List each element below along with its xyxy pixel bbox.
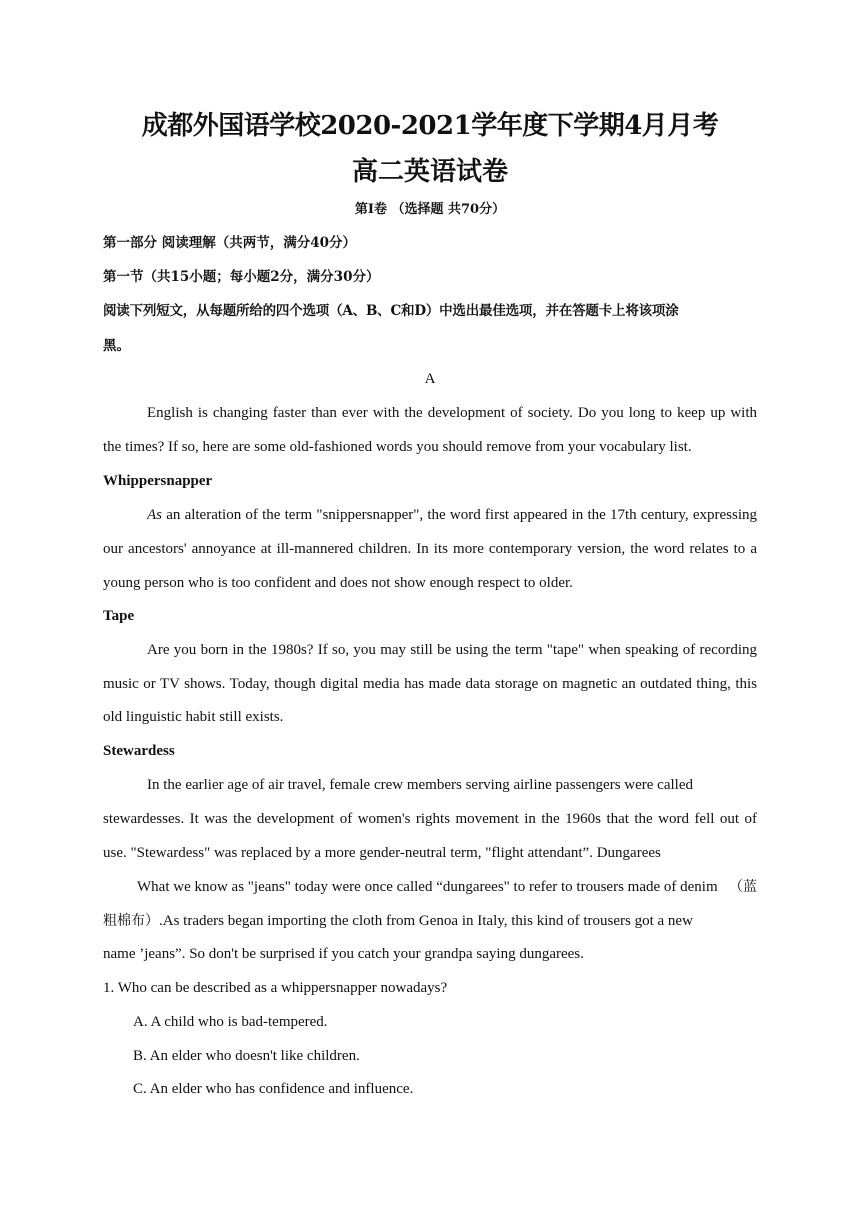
instructions-line: 阅读下列短文，从每题所给的四个选项（A、B、C和D）中选出最佳选项，并在答题卡上将该项涂 — [103, 303, 679, 319]
question-option: A. A child who is bad-tempered. — [133, 1014, 328, 1030]
section-heading: 第一节（共15小题；每小题2分，满分30分） — [103, 269, 380, 285]
paragraph-line: young person who is too confident and does not show enough respect to older. — [103, 575, 573, 591]
passage-label: A — [424, 371, 436, 387]
paragraph-line — [137, 877, 757, 897]
paragraph-line — [147, 505, 757, 525]
paragraph-text: What we know as "jeans" today were once called “dungarees" to refer to trousers made of denim — [137, 879, 718, 895]
paragraph-text: .As traders began importing the cloth from Genoa in Italy, this kind of trousers got a new — [159, 913, 693, 929]
volume-heading: 第Ⅰ卷 （选择题 共70分） — [354, 202, 506, 217]
question-option: B. An elder who doesn't like children. — [133, 1048, 360, 1064]
part-heading: 第一部分 阅读理解（共两节，满分40分） — [103, 235, 356, 251]
word-heading-tape: Tape — [103, 608, 135, 624]
paragraph-line — [103, 911, 757, 931]
question-option: C. An elder who has confidence and influence. — [133, 1081, 414, 1097]
italic-word: As — [147, 507, 162, 523]
chinese-gloss: 粗棉布） — [103, 913, 159, 929]
question-stem: 1. Who can be described as a whippersnapper nowadays? — [103, 980, 448, 996]
paragraph-line: music or TV shows. Today, though digital media has made data storage on magnetic an outdated thing, this — [103, 676, 757, 692]
paragraph-line: our ancestors' annoyance at ill-mannered children. In its more contemporary version, the word relates to a — [103, 541, 757, 557]
chinese-gloss: （蓝 — [729, 879, 757, 895]
passage-intro-line: the times? If so, here are some old-fashioned words you should remove from your vocabulary list. — [103, 439, 692, 455]
exam-subtitle: 高二英语试卷 — [351, 157, 508, 187]
paragraph-text: an alteration of the term "snippersnapper", the word first appeared in the 17th century, expressing — [162, 507, 757, 523]
exam-title: 成都外国语学校2020-2021学年度下学期4月月考 — [141, 111, 719, 141]
paragraph-line: name ’jeans”. So don't be surprised if you catch your grandpa saying dungarees. — [103, 946, 584, 962]
paragraph-line: stewardesses. It was the development of women's rights movement in the 1960s that the word fell out of — [103, 811, 757, 827]
passage-intro-line: English is changing faster than ever with the development of society. Do you long to keep up with — [147, 405, 757, 421]
paragraph-line: In the earlier age of air travel, female crew members serving airline passengers were called — [147, 777, 693, 793]
paragraph-line: old linguistic habit still exists. — [103, 709, 284, 725]
paragraph-line: use. "Stewardess" was replaced by a more gender-neutral term, "flight attendant”. Dungarees — [103, 845, 661, 861]
word-heading-whippersnapper: Whippersnapper — [103, 473, 213, 489]
word-heading-stewardess: Stewardess — [103, 743, 175, 759]
paragraph-line: Are you born in the 1980s? If so, you may still be using the term "tape" when speaking of recording — [147, 642, 757, 658]
instructions-line: 黑。 — [103, 338, 130, 354]
